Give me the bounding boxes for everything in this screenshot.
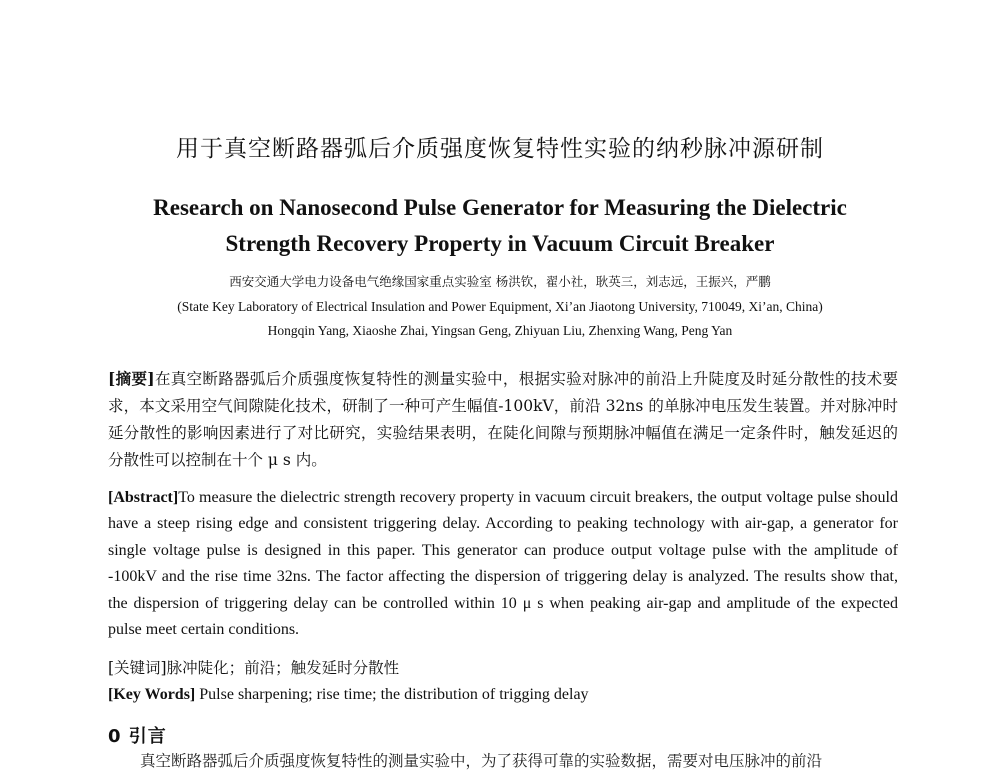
abstract-english	[108, 485, 898, 643]
title-english	[0, 190, 1000, 262]
abstract-english-label: [Abstract]	[108, 489, 179, 506]
abstract-english-text: To measure the dielectric strength recovery property in vacuum circuit breakers, the output voltage pulse should have a steep rising edge and consistent triggering delay. According to peaking technology with air-gap, a generator for single voltage pulse is designed in this paper. This generator can produce output voltage pulse with the amplitude of -100kV and the rise time 32ns. The factor affecting the dispersion of triggering delay is analyzed. The results show that, the dispersion of triggering delay can be controlled within 10 μ s when peaking air-gap and amplitude of the expected pulse meet certain conditions.	[108, 489, 898, 639]
keywords-chinese-text: 脉冲陡化；前沿；触发延时分散性	[166, 659, 400, 677]
title-english-line-1: Research on Nanosecond Pulse Generator for Measuring the Dielectric	[153, 195, 847, 220]
abstract-chinese-label: [摘要]	[108, 369, 155, 388]
keywords-english-label: [Key Words]	[108, 686, 196, 703]
abstract-chinese-text: 在真空断路器弧后介质强度恢复特性的测量实验中，根据实验对脉冲的前沿上升陡度及时延分散性的技术要求，本文采用空气间隙陡化技术，研制了一种可产生幅值-100kV，前沿 32ns 的单脉冲电压发生装置。并对脉冲时延分散性的影响因素进行了对比研究，实验结果表明，在陡化间隙与预期脉冲幅值在满足一定条件时，触发延迟的分散性可以控制在十个 μ s 内。	[108, 370, 898, 469]
keywords-chinese	[108, 656, 898, 678]
keywords-english	[108, 686, 898, 704]
authors-english: Hongqin Yang, Xiaoshe Zhai, Yingsan Geng, Zhiyuan Liu, Zhenxing Wang, Peng Yan	[267, 323, 733, 338]
body-text-first-line: 真空断路器弧后介质强度恢复特性的测量实验中，为了获得可靠的实验数据，需要对电压脉冲的前沿	[140, 752, 823, 770]
title-english-line-2: Strength Recovery Property in Vacuum Circuit Breaker	[225, 231, 775, 256]
authors-chinese: 西安交通大学电力设备电气绝缘国家重点实验室 杨洪钦，翟小社，耿英三，刘志远，王振兴，严鹏	[229, 274, 771, 289]
keywords-english-text: Pulse sharpening; rise time; the distribution of trigging delay	[195, 686, 589, 703]
section-heading-introduction: 0 引言	[108, 726, 167, 747]
keywords-chinese-label: [关键词]	[108, 659, 167, 677]
affiliation-english: (State Key Laboratory of Electrical Insulation and Power Equipment, Xi’an Jiaotong University, 710049, Xi’an, China)	[177, 299, 823, 314]
title-chinese: 用于真空断路器弧后介质强度恢复特性实验的纳秒脉冲源研制	[176, 136, 824, 162]
abstract-chinese	[108, 365, 898, 474]
